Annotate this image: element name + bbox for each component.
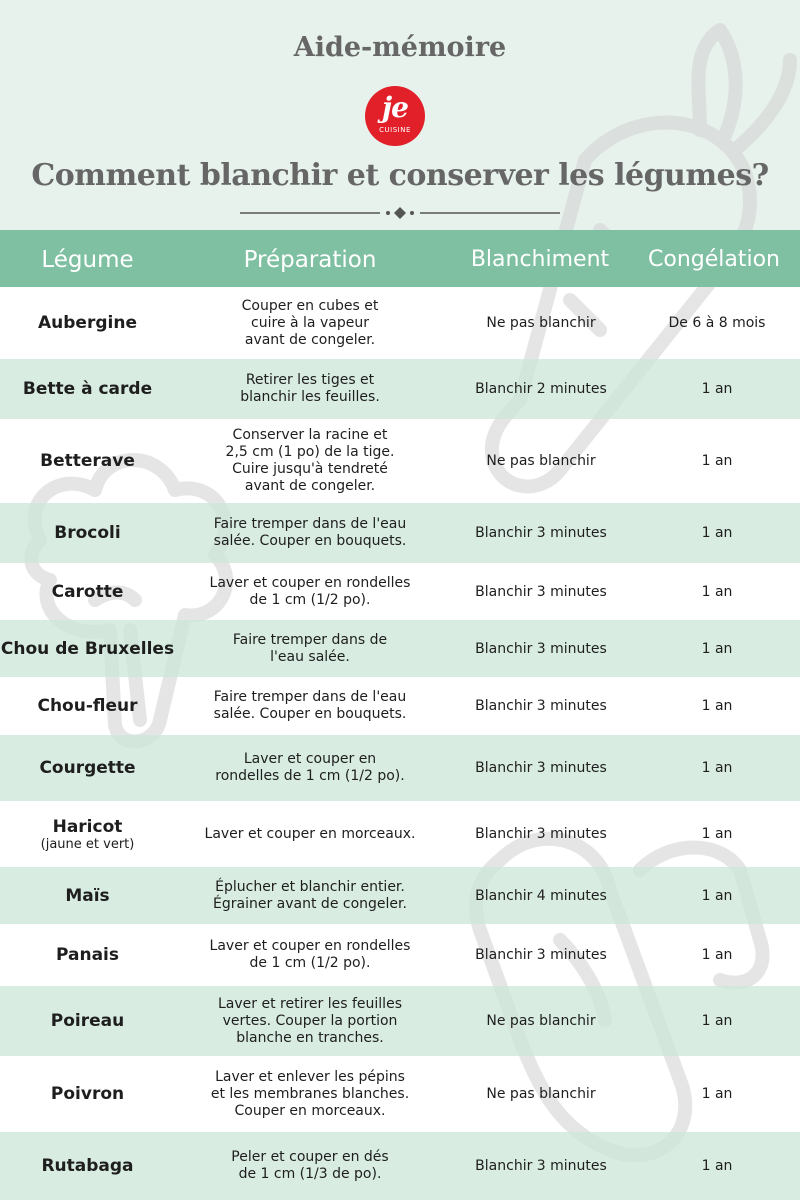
ornament-divider [240,205,560,221]
cell-preparation: Laver et enlever les pépins et les membranes blanches. Couper en morceaux. [210,1068,410,1119]
table-row [0,801,800,867]
cell-blanchiment: Ne pas blanchir [486,1013,596,1029]
legume-name: Haricot [52,816,123,837]
logo-word: CUISINE [379,126,411,134]
table-row [0,677,800,735]
table-row [0,986,800,1056]
cell-congelation: 1 an [701,947,733,963]
cell-legume [0,503,175,563]
cell-congelation: 1 an [701,826,733,842]
cell-preparation: Laver et couper en rondelles de 1 cm (1/2 po). [209,574,411,608]
cell-preparation: Peler et couper en dés de 1 cm (1/3 de po). [231,1149,389,1182]
cell-blanchiment: Blanchir 2 minutes [475,381,607,397]
cell-congelation: 1 an [701,640,733,657]
cell-congelation: 1 an [701,1158,733,1174]
cell-legume [0,359,175,419]
cell-preparation: Éplucher et blanchir entier. Égrainer avant de congeler. [213,878,407,912]
table-row [0,419,800,503]
table-row [0,563,800,620]
cell-congelation: 1 an [701,698,733,714]
legume-name: Courgette [39,758,136,778]
cell-congelation: 1 an [701,887,733,904]
table-row [0,867,800,924]
cell-preparation: Laver et couper en morceaux. [204,825,416,842]
table-row [0,1132,800,1200]
cell-legume [0,1056,175,1132]
cell-preparation: Couper en cubes et cuire à la vapeur avant de congeler. [241,297,379,348]
legume-name: Maïs [65,885,110,906]
table-row [0,359,800,419]
cell-legume [0,924,175,986]
legume-name: Carotte [51,581,124,602]
cell-congelation: 1 an [701,453,733,469]
table-row [0,924,800,986]
cell-congelation: 1 an [701,760,733,776]
cell-congelation: 1 an [701,1013,733,1029]
cell-preparation: Laver et couper en rondelles de 1 cm (1/2 po). [209,938,411,971]
legume-subtitle: (jaune et vert) [40,836,135,852]
cell-blanchiment: Ne pas blanchir [486,315,596,331]
legume-name: Rutabaga [41,1156,134,1176]
cell-blanchiment: Ne pas blanchir [486,453,596,469]
cell-legume [0,620,175,677]
cell-blanchiment: Blanchir 3 minutes [475,826,607,842]
cell-preparation: Conserver la racine et 2,5 cm (1 po) de la tige. Cuire jusqu'à tendreté avant de congeler. [225,427,395,494]
cell-legume [0,735,175,801]
cell-legume [0,677,175,735]
cell-legume [0,287,175,359]
cell-preparation: Laver et retirer les feuilles vertes. Couper la portion blanche en tranches. [218,995,402,1046]
cell-blanchiment: Blanchir 3 minutes [475,640,607,657]
cell-blanchiment: Blanchir 3 minutes [475,760,607,776]
table-row [0,1056,800,1132]
column-header-preparation: Préparation [243,247,377,273]
column-header-congelation: Congélation [648,247,780,272]
column-header-blanchiment: Blanchiment [470,247,610,272]
cell-legume [0,1132,175,1200]
table-row [0,735,800,801]
legume-name: Poivron [50,1084,125,1104]
cell-congelation: 1 an [701,1086,733,1102]
legume-name: Poireau [50,1011,125,1031]
cell-blanchiment: Blanchir 4 minutes [475,887,607,904]
table-header [0,230,800,287]
legume-name: Bette à carde [22,379,153,399]
cell-legume [0,563,175,620]
cell-legume [0,419,175,503]
legume-name: Chou de Bruxelles [0,638,175,659]
cell-legume [0,801,175,867]
legume-name: Aubergine [38,313,137,333]
cell-blanchiment: Blanchir 3 minutes [475,947,607,963]
cell-blanchiment: Blanchir 3 minutes [475,1158,607,1174]
legume-name: Betterave [40,451,135,471]
cell-preparation: Faire tremper dans de l'eau salée. Couper en bouquets. [213,516,407,549]
cell-preparation: Faire tremper dans de l'eau salée. [232,631,388,665]
cell-legume [0,867,175,924]
legume-name: Chou-fleur [37,696,138,716]
cell-congelation: 1 an [701,381,733,397]
table-row [0,503,800,563]
cell-preparation: Retirer les tiges et blanchir les feuilles. [240,372,380,405]
cell-congelation: 1 an [701,525,733,541]
page-title: Comment blanchir et conserver les légumes? [31,158,769,193]
cell-congelation: De 6 à 8 mois [668,315,766,331]
cell-legume [0,986,175,1056]
cell-preparation: Laver et couper en rondelles de 1 cm (1/2 po). [215,751,405,784]
legume-name: Panais [56,945,119,965]
column-header-legume: Légume [41,247,134,273]
cell-congelation: 1 an [701,583,733,600]
table-row [0,620,800,677]
subtitle: Aide-mémoire [293,32,507,63]
cell-blanchiment: Ne pas blanchir [486,1086,596,1102]
logo [365,86,425,146]
table-row [0,287,800,359]
legume-name: Brocoli [54,523,121,543]
cell-blanchiment: Blanchir 3 minutes [475,698,607,714]
cell-preparation: Faire tremper dans de l'eau salée. Couper en bouquets. [213,689,407,722]
cell-blanchiment: Blanchir 3 minutes [475,525,607,541]
cell-blanchiment: Blanchir 3 minutes [475,583,607,600]
logo-mark: je [382,91,408,124]
